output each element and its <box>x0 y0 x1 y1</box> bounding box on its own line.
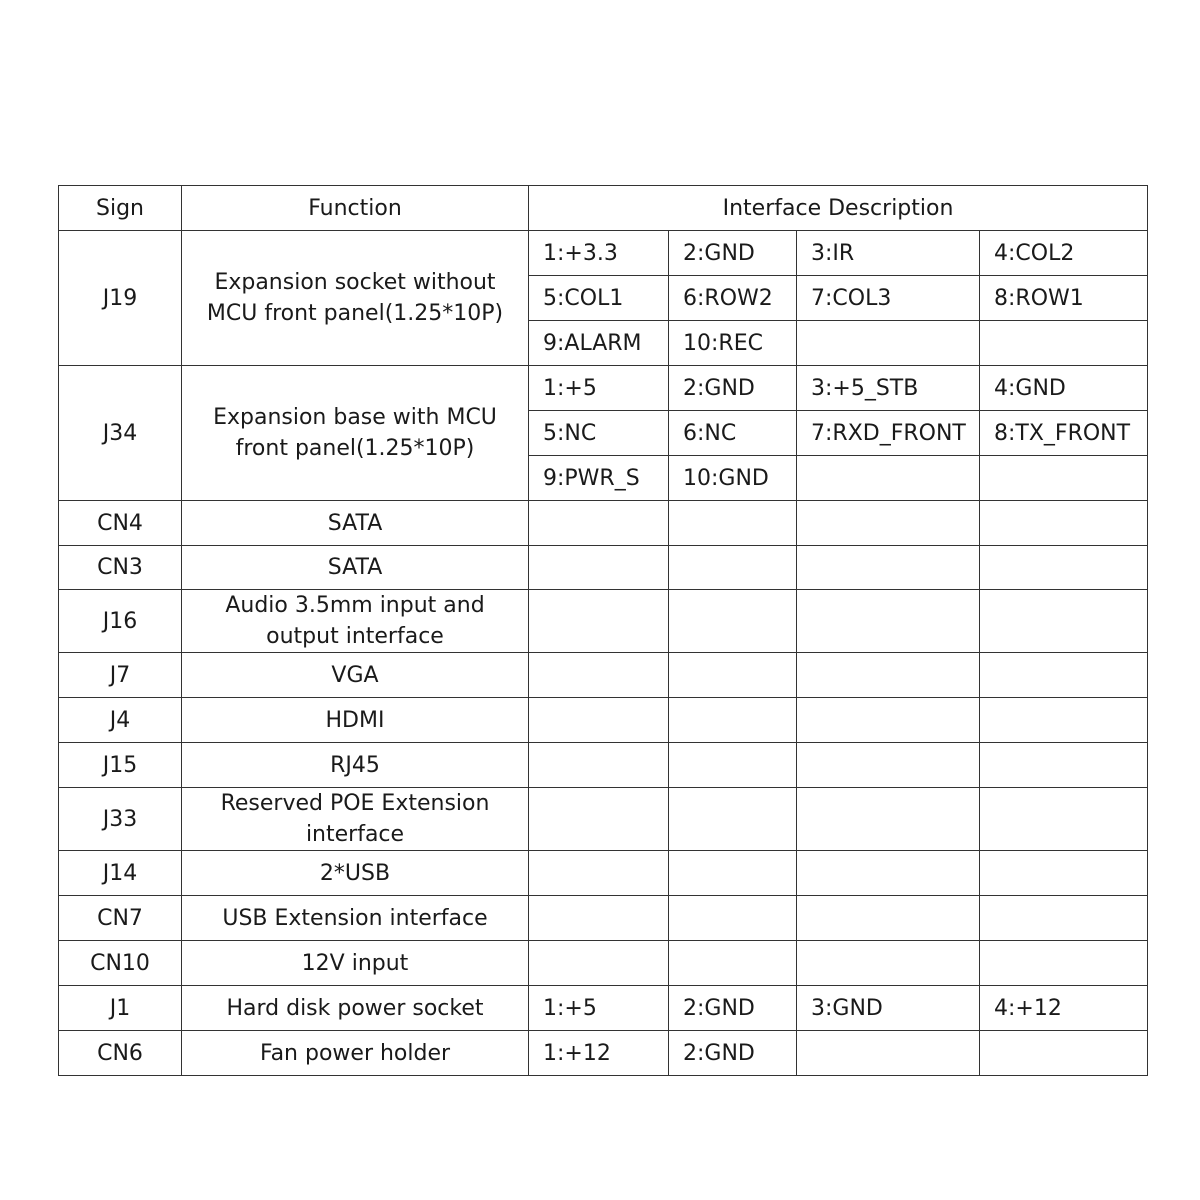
function-cell: SATA <box>182 546 529 590</box>
empty-cell <box>669 546 797 590</box>
function-cell: Reserved POE Extension interface <box>182 788 529 851</box>
empty-cell <box>669 788 797 851</box>
empty-cell <box>797 788 980 851</box>
empty-cell <box>669 896 797 941</box>
sign-cell: J15 <box>59 743 182 788</box>
sign-cell: CN6 <box>59 1031 182 1076</box>
empty-cell <box>797 896 980 941</box>
pin-cell: 4:+12 <box>980 986 1148 1031</box>
sign-cell: J16 <box>59 590 182 653</box>
empty-cell <box>529 743 669 788</box>
header-interface: Interface Description <box>529 186 1148 231</box>
function-cell: RJ45 <box>182 743 529 788</box>
empty-cell <box>797 321 980 366</box>
empty-cell <box>980 743 1148 788</box>
empty-cell <box>980 851 1148 896</box>
empty-cell <box>669 743 797 788</box>
empty-cell <box>669 653 797 698</box>
empty-cell <box>529 653 669 698</box>
empty-cell <box>529 698 669 743</box>
pin-cell: 1:+3.3 <box>529 231 669 276</box>
pin-cell: 9:ALARM <box>529 321 669 366</box>
function-cell: 12V input <box>182 941 529 986</box>
sign-cell: J33 <box>59 788 182 851</box>
function-cell: Audio 3.5mm input and output interface <box>182 590 529 653</box>
function-cell: Expansion socket without MCU front panel(1.25*10P) <box>182 231 529 366</box>
pin-cell: 4:GND <box>980 366 1148 411</box>
pin-cell: 8:TX_FRONT <box>980 411 1148 456</box>
empty-cell <box>980 590 1148 653</box>
pin-cell: 3:+5_STB <box>797 366 980 411</box>
empty-cell <box>980 321 1148 366</box>
pin-cell: 9:PWR_S <box>529 456 669 501</box>
sign-cell: J4 <box>59 698 182 743</box>
pin-cell: 7:COL3 <box>797 276 980 321</box>
empty-cell <box>669 501 797 546</box>
sign-cell: J7 <box>59 653 182 698</box>
table-row <box>59 788 1148 851</box>
empty-cell <box>797 698 980 743</box>
empty-cell <box>797 590 980 653</box>
sign-cell: J19 <box>59 231 182 366</box>
empty-cell <box>980 941 1148 986</box>
table-row <box>59 501 1148 546</box>
table-row <box>59 366 1148 411</box>
pin-cell: 2:GND <box>669 1031 797 1076</box>
empty-cell <box>797 546 980 590</box>
header-row <box>59 186 1148 231</box>
empty-cell <box>669 590 797 653</box>
table-row <box>59 231 1148 276</box>
empty-cell <box>529 851 669 896</box>
table-row <box>59 851 1148 896</box>
empty-cell <box>797 941 980 986</box>
pin-cell: 10:REC <box>669 321 797 366</box>
header-sign: Sign <box>59 186 182 231</box>
pin-cell: 5:COL1 <box>529 276 669 321</box>
function-cell: Fan power holder <box>182 1031 529 1076</box>
pin-cell: 10:GND <box>669 456 797 501</box>
pin-cell: 1:+12 <box>529 1031 669 1076</box>
pin-cell: 2:GND <box>669 231 797 276</box>
header-function: Function <box>182 186 529 231</box>
sign-cell: J14 <box>59 851 182 896</box>
table-row <box>59 653 1148 698</box>
empty-cell <box>797 743 980 788</box>
sign-cell: CN4 <box>59 501 182 546</box>
empty-cell <box>980 456 1148 501</box>
empty-cell <box>797 501 980 546</box>
empty-cell <box>797 1031 980 1076</box>
table-row <box>59 1031 1148 1076</box>
table-row <box>59 986 1148 1031</box>
function-cell: 2*USB <box>182 851 529 896</box>
empty-cell <box>669 941 797 986</box>
empty-cell <box>529 896 669 941</box>
empty-cell <box>669 698 797 743</box>
table-row <box>59 743 1148 788</box>
sign-cell: CN3 <box>59 546 182 590</box>
empty-cell <box>529 788 669 851</box>
empty-cell <box>980 896 1148 941</box>
function-cell: VGA <box>182 653 529 698</box>
empty-cell <box>669 851 797 896</box>
pin-cell: 1:+5 <box>529 366 669 411</box>
function-cell: HDMI <box>182 698 529 743</box>
table-row <box>59 896 1148 941</box>
empty-cell <box>529 501 669 546</box>
pin-cell: 6:ROW2 <box>669 276 797 321</box>
pin-cell: 3:IR <box>797 231 980 276</box>
function-cell: SATA <box>182 501 529 546</box>
pin-cell: 7:RXD_FRONT <box>797 411 980 456</box>
table-row <box>59 941 1148 986</box>
empty-cell <box>980 1031 1148 1076</box>
function-cell: Hard disk power socket <box>182 986 529 1031</box>
empty-cell <box>529 546 669 590</box>
table-row <box>59 698 1148 743</box>
empty-cell <box>529 941 669 986</box>
sign-cell: CN10 <box>59 941 182 986</box>
empty-cell <box>797 851 980 896</box>
table-row <box>59 590 1148 653</box>
sign-cell: J34 <box>59 366 182 501</box>
empty-cell <box>980 698 1148 743</box>
empty-cell <box>980 788 1148 851</box>
pin-cell: 1:+5 <box>529 986 669 1031</box>
sign-cell: J1 <box>59 986 182 1031</box>
empty-cell <box>529 590 669 653</box>
empty-cell <box>980 501 1148 546</box>
pin-cell: 6:NC <box>669 411 797 456</box>
pin-cell: 3:GND <box>797 986 980 1031</box>
empty-cell <box>980 546 1148 590</box>
pin-cell: 5:NC <box>529 411 669 456</box>
pin-cell: 2:GND <box>669 366 797 411</box>
pin-cell: 8:ROW1 <box>980 276 1148 321</box>
interface-table <box>58 185 1148 1076</box>
empty-cell <box>797 456 980 501</box>
sign-cell: CN7 <box>59 896 182 941</box>
pin-cell: 4:COL2 <box>980 231 1148 276</box>
function-cell: USB Extension interface <box>182 896 529 941</box>
pin-cell: 2:GND <box>669 986 797 1031</box>
function-cell: Expansion base with MCU front panel(1.25*10P) <box>182 366 529 501</box>
empty-cell <box>797 653 980 698</box>
table-row <box>59 546 1148 590</box>
empty-cell <box>980 653 1148 698</box>
